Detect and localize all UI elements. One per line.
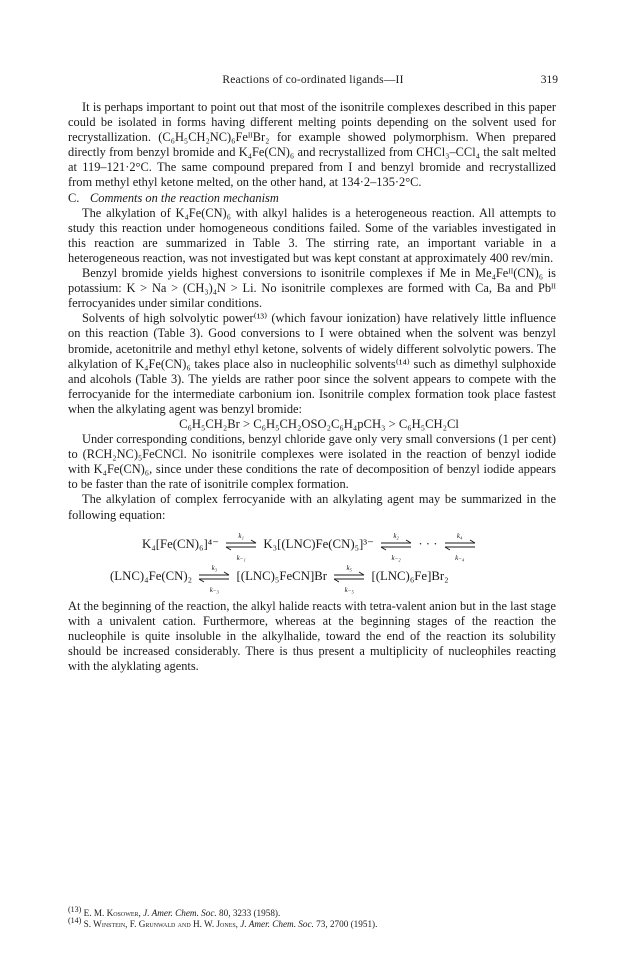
footnote-13-journal: J. Amer. Chem. Soc. [143,908,217,918]
footnote-13-mark: (13) [68,904,82,914]
scheme-species-tetraisonitrile: (LNC)₄Fe(CN)₂ [110,568,193,583]
footnotes [68,904,556,930]
rate-constant-km3: k₋₃ [209,585,219,594]
paragraph-equation-intro: The alkylation of complex ferrocyanide with an alkylating agent may be summarized in the following equation: [68,492,556,522]
paragraph-polymorphism: It is perhaps important to point out that most of the isonitrile complexes described in this paper could be isolated in forms having different melting points depending on the solvent used for recrystallization. (C₆H₅CH₂NC)₆FeᴵᴵBr₂ for example showed polymorphism. When prepared directly from benzyl bromide and K₄Fe(CN)₆ and recrystallized from CHCl₃–CCl₄ the salt melted at 119–121·2°C. The same compound prepared from I and benzyl bromide and recrystallized from methyl ethyl ketone melted, on the other hand, at 134·2–135·2°C. [68,100,556,190]
rate-constant-km2: k₋₂ [391,553,401,562]
footnote-14 [68,915,556,930]
paragraph-benzyl-chloride: Under corresponding conditions, benzyl chloride gave only very small conversions (1 per cent) to (RCH₂NC)₅FeCNCl. No isonitrile complexes were isolated in the reaction of benzyl iodide with K₄Fe(CN)₆, since under these conditions the rate of decomposition of benzyl iodide appears to be faster than the rate of isonitrile complex formation. [68,432,556,492]
section-title: Comments on the reaction mechanism [90,190,279,205]
paragraph-nucleophiles: At the beginning of the reaction, the alkyl halide reacts with tetra-valent anion but in the last stage with a univalent cation. Furthermore, whereas at the beginning stages of the reaction the nucleophile is quite insoluble in the alkylhalide, toward the end of the reaction its solubility should be increased considerably. There is thus present a multiplicity of nucleophiles reacting with the alyklating agents. [68,598,556,673]
paragraph-alkylation: The alkylation of K₄Fe(CN)₆ with alkyl halides is a heterogeneous reaction. All attempts to study this reaction under homogeneous conditions failed. Some of the variables investigated in this reaction are summarized in Table 3. The stirring rate, an important variable in a heterogeneous reaction, was not investigated but was kept constant at approximately 400 rev/min. [68,205,556,265]
rate-constant-k3: k₃ [211,563,218,572]
equilibrium-arrow-2 [379,531,413,562]
equilibrium-arrow-3 [197,563,231,594]
paragraph-solvents: Solvents of high solvolytic power⁽¹³⁾ (which favour ionization) have relatively little influence on this reaction (Table 3). Good conversions to I were obtained when the solvent was benzyl bromide, acetonitrile and methyl ethyl ketone, solvents of widely different solvolytic powers. The alkylation of K₄Fe(CN)₆ takes place also in nucleophilic solvents⁽¹⁴⁾ such as dimethyl sulphoxide and alcohols (Table 3). The yields are rather poor since the solvent appears to compete with the ferrocyanide for the intermediate carbonium ion. Isonitrile complex formation took place fastest when the alkylating agent was benzyl bromide: [68,311,556,416]
paragraph-benzyl-bromide: Benzyl bromide yields highest conversions to isonitrile complexes if Me in Me₄Feᴵᴵ(CN)₆ is potassium: K > Na > (CH₃)₄N > Li. No isonitrile complexes are formed with Ca, Ba and Pbᴵᴵ ferrocyanides under similar conditions. [68,266,556,311]
equilibrium-arrow-5 [332,563,366,594]
scheme-line-2 [110,563,556,594]
rate-constant-km5: k₋₅ [344,585,354,594]
rate-constant-k2: k₂ [393,531,399,540]
scheme-species-hexaisonitrile: [(LNC)₆Fe]Br₂ [371,568,449,583]
scheme-species-ferrocyanide: K₄[Fe(CN)₆]⁴⁻ [142,536,219,551]
footnote-14-mark: (14) [68,915,82,925]
running-title: Reactions of co-ordinated ligands—II [222,74,404,86]
scheme-ellipsis: · · · [418,536,438,551]
rate-constant-k5: k₅ [346,563,352,572]
running-header [68,74,558,90]
footnote-14-reference: 73, 2700 (1951). [316,919,378,929]
footnote-14-authors: S. Winstein, F. Grunwald and H. W. Jones, [83,919,238,929]
footnote-13-authors: E. M. Kosower, [83,908,141,918]
scheme-species-pentaisonitrile: [(LNC)₅FeCN]Br [236,568,328,583]
equilibrium-arrow-4 [443,531,477,562]
equilibrium-arrow-1 [224,531,258,562]
rate-constant-km1: k₋₁ [236,553,246,562]
reactivity-equation: C₆H₅CH₂Br > C₆H₅CH₂OSO₂C₆H₄pCH₃ > C₆H₅CH₂Cl [179,416,459,431]
rate-constant-k4: k₄ [456,531,463,540]
scheme-species-monoisonitrile: K₃[(LNC)Fe(CN)₅]³⁻ [263,536,374,551]
rate-constant-k1: k₁ [238,531,244,540]
footnote-13 [68,904,556,919]
footnote-13-reference: 80, 3233 (1958). [219,908,281,918]
rate-constant-km4: k₋₄ [455,553,465,562]
scheme-line-1 [142,531,556,562]
page-number: 319 [540,74,558,86]
body-text [68,100,556,674]
section-heading [68,191,556,206]
footnote-14-journal: J. Amer. Chem. Soc. [240,919,314,929]
section-label: C. [68,190,80,205]
reaction-scheme [68,531,556,593]
